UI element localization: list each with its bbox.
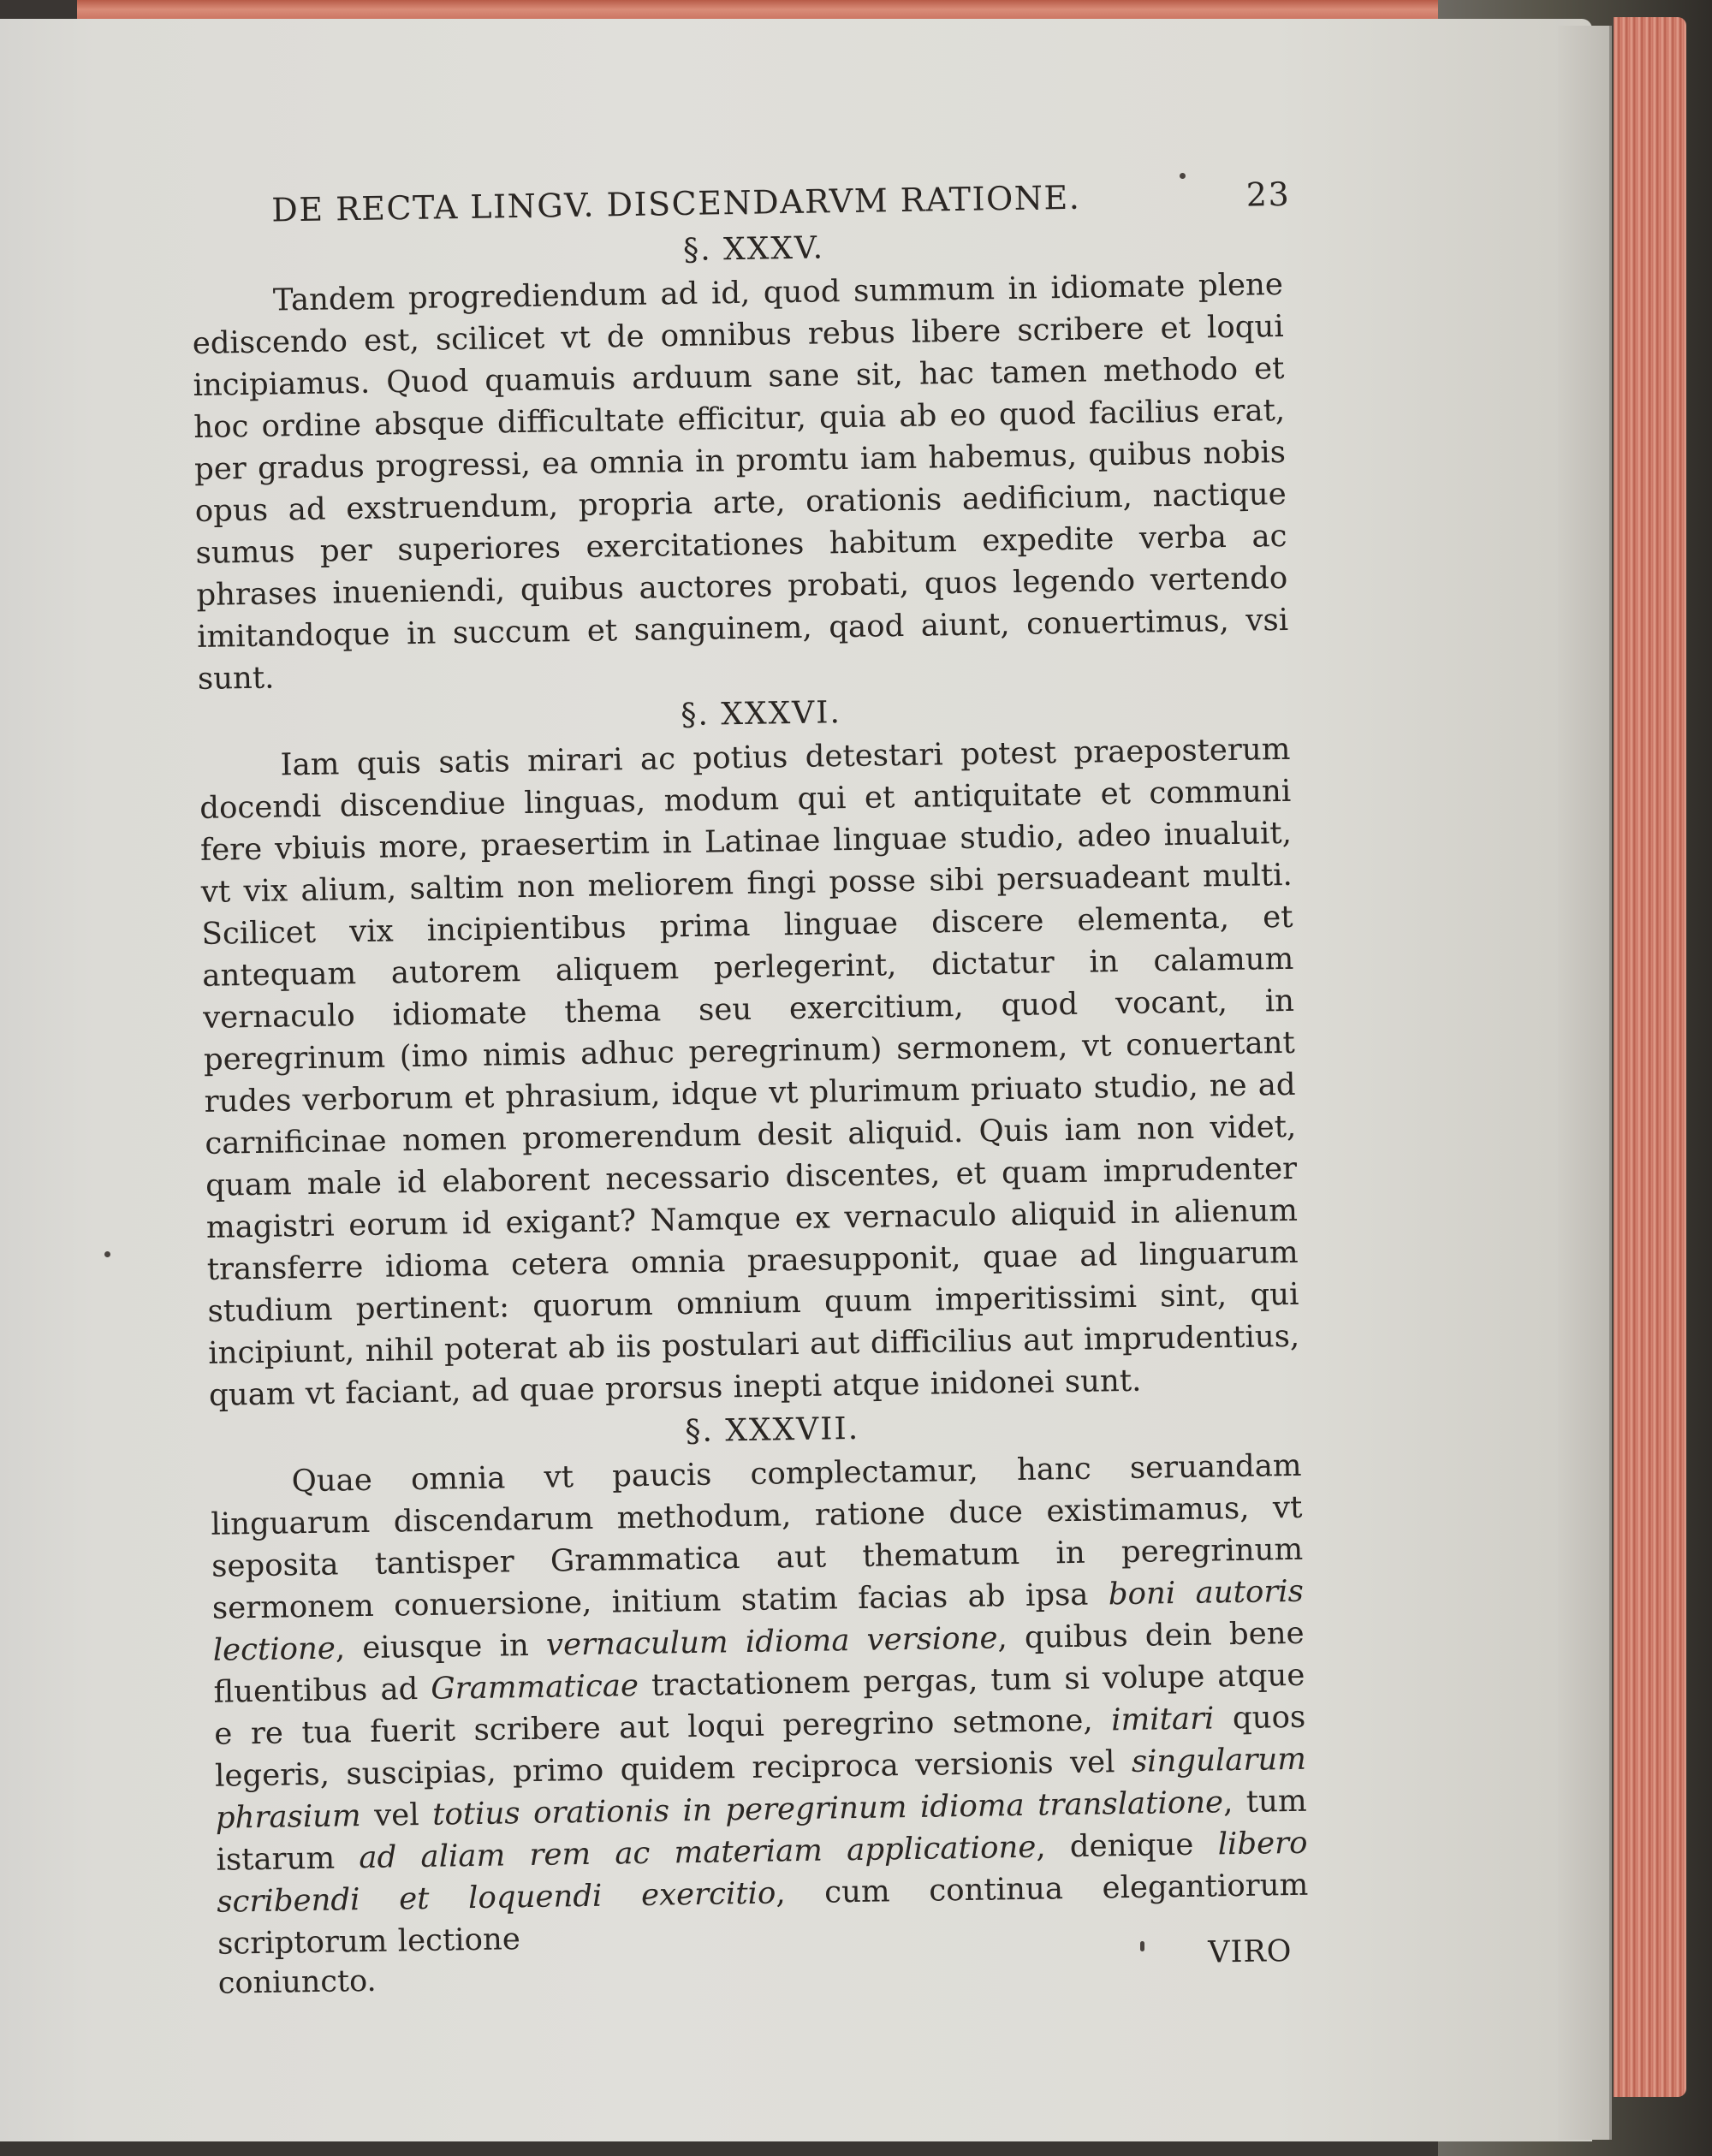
italic-phrase: libero scribendi et loquendi exercitio <box>217 1825 1308 1920</box>
italic-phrase: vernaculum idioma versione <box>545 1620 998 1663</box>
page-number: 23 <box>1245 175 1291 214</box>
text-run: , quibus dein bene fluentibus ad <box>213 1615 1305 1710</box>
italic-phrase: boni autoris lectione <box>212 1573 1305 1668</box>
page-text-block <box>190 175 1310 2010</box>
catchword: VIRO <box>1207 1934 1293 1970</box>
running-head-title: DE RECTA LINGV. DISCENDARVM RATIONE. <box>270 178 1081 229</box>
section-heading-xxxv: §. XXXV. <box>682 230 825 268</box>
italic-phrase: singularum phrasium <box>215 1741 1307 1836</box>
paragraph-xxxvii <box>210 1445 1309 1965</box>
text-run: vel <box>373 1797 419 1833</box>
italic-phrase: imitari <box>1110 1701 1215 1738</box>
text-run: tractationem pergas, tum si volupe atque e re tua fuerit scribere aut loqui peregrino setmone, <box>213 1657 1305 1752</box>
text-run: Quae omnia vt paucis complectamur, hanc seruandam linguarum discendarum methodum, ratione duce existimamus, vt seposita tantisper Grammatica aut thematum in peregrinum sermonem conuersione, initium statim facias ab ipsa <box>211 1447 1304 1626</box>
section-heading-xxxvi: §. XXXVI. <box>681 695 842 734</box>
italic-phrase: totius orationis in peregrinum idioma translatione <box>431 1785 1224 1832</box>
text-run: , cum continua elegantiorum scriptorum lectione <box>217 1867 1309 1962</box>
italic-phrase: ad aliam rem ac materiam applicatione <box>359 1829 1037 1876</box>
ink-speck <box>104 1251 110 1257</box>
text-run: , denique <box>1035 1826 1194 1865</box>
paragraph-xxxv: Tandem progrediendum ad id, quod summum in idiomate plene ediscendo est, scilicet vt de omnibus rebus libere scribere et loqui incipiamus. Quod quamuis arduum sane sit, hac tamen methodo et hoc ordine absque difficultate efficitur, quia ab eo quod facilius erat, per gradus progressi, ea omnia in promtu iam habemus, quibus nobis opus ad exstruendum, propria arte, orationis aedificium, nactique sumus per superiores exercitationes habitum expedite verba ac phrases inueniendi, quibus auctores probati, quos legendo vertendo imitandoque in succum et sanguinem, qaod aiunt, conuertimus, vsi sunt. <box>192 266 1289 697</box>
italic-phrase: Grammaticae <box>431 1667 639 1707</box>
text-run: , eiusque in <box>335 1627 530 1666</box>
book-fore-edge <box>1614 17 1686 2097</box>
paragraph-xxxvi: Iam quis satis mirari ac potius detestari potest praeposterum docendi discendiue linguas, modum qui et antiquitate et communi fere vbiuis more, praesertim in Latinae linguae studio, adeo inualuit, vt vix alium, saltim non meliorem fingi posse sibi persuadeant multi. Scilicet vix incipientibus prima linguae discere elementa, et antequam autorem aliquem perlegerint, dictatur in calamum vernaculo idiomate thema seu exercitium, quod vocant, in peregrinum (imo nimis adhuc peregrinum) sermonem, vt conuertant rudes verborum et phrasium, idque vt plurimum priuato studio, ne ad carnificinae nomen promerendum desit aliquid. Quis iam non videt, quam male id elaborent necessario discentes, et quam imprudenter magistri eorum id exigant? Namque ex vernaculo aliquid in alienum transferre idioma cetera omnia praesupponit, quae ad linguarum studium pertinent: quorum omnium quum imperitissimi sint, qui incipiunt, nihil poterat ab iis postulari aut difficilius aut imprudentius, quam vt faciant, ad quae prorsus inepti atque inidonei sunt. <box>199 731 1300 1413</box>
page-fold-shadow <box>1558 26 1612 2140</box>
closing-word: coniuncto. <box>217 1963 377 2001</box>
text-run: quos legeris, suscipias, primo quidem reciproca versionis vel <box>214 1699 1306 1794</box>
section-heading-xxxvii: §. XXXVII. <box>685 1411 860 1450</box>
text-run: , tum istarum <box>216 1783 1307 1878</box>
